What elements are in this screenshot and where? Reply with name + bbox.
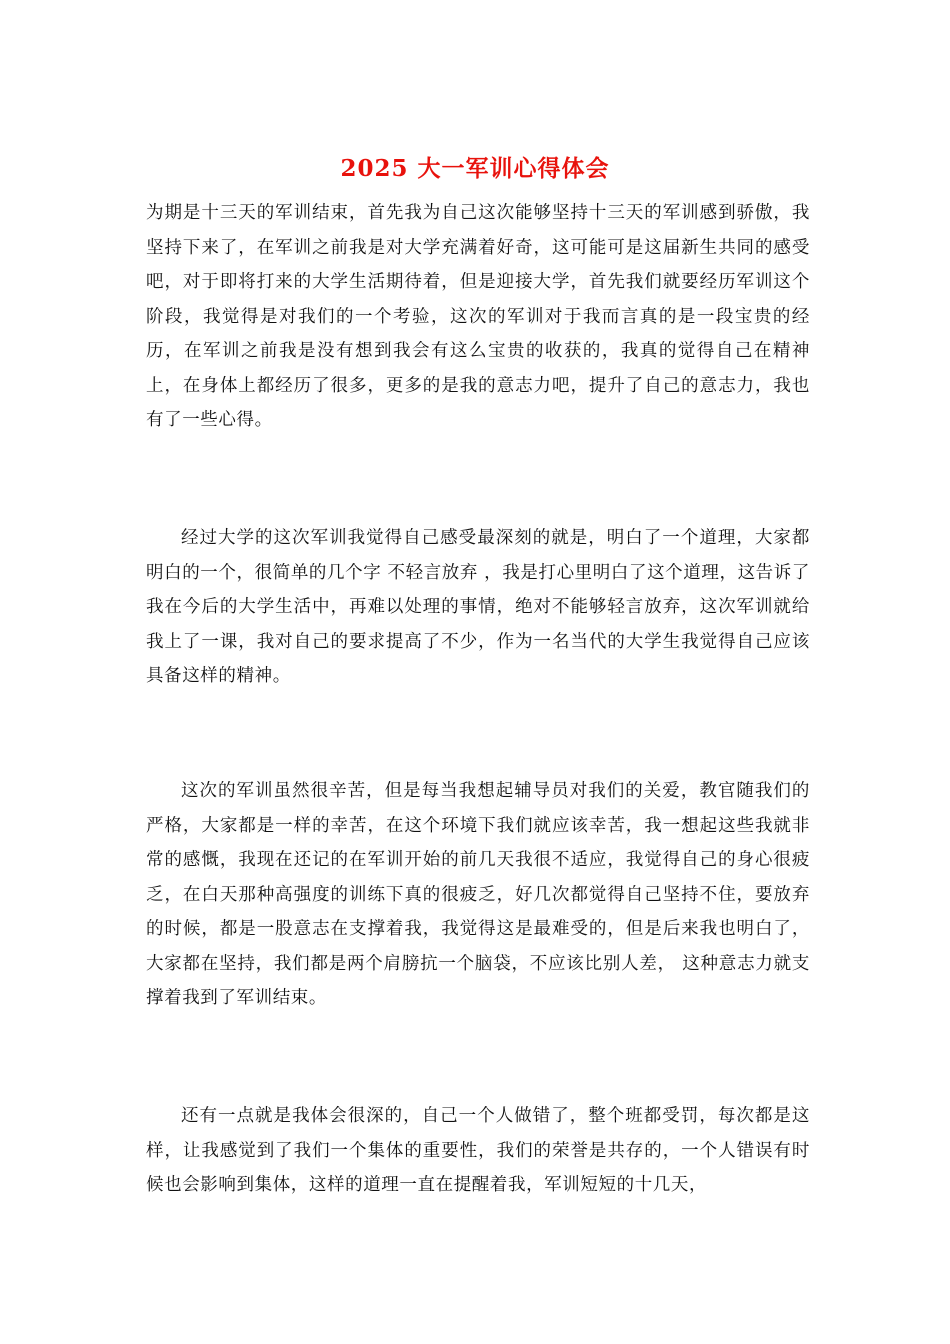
document-title: 2025 大一军训心得体会 [340,155,610,182]
paragraph-3: 这次的军训虽然很辛苦，但是每当我想起辅导员对我们的关爱，教官随我们的严格，大家都是一样的幸苦，在这个环境下我们就应该幸苦，我一想起这些我就非常的感慨，我现在还记的在军训开始的前几天我很不适应，我觉得自己的身心很疲乏，在白天那种高强度的训练下真的很疲乏，好几次都觉得自己坚持不住，要放弃的时候，都是一股意志在支撑着我，我觉得这是最难受的，但是后来我也明白了，大家都在坚持，我们都是两个肩膀抗一个脑袋，不应该比别人差， 这种意志力就支撑着我到了军训结束。 [146,781,810,1008]
paragraph-1: 为期是十三天的军训结束，首先我为自己这次能够坚持十三天的军训感到骄傲，我坚持下来了，在军训之前我是对大学充满着好奇，这可能可是这届新生共同的感受吧，对于即将打来的大学生活期待着，但是迎接大学，首先我们就要经历军训这个阶段，我觉得是对我们的一个考验，这次的军训对于我而言真的是一段宝贵的经历，在军训之前我是没有想到我会有这么宝贵的收获的，我真的觉得自己在精神上，在身体上都经历了很多，更多的是我的意志力吧，提升了自己的意志力，我也有了一些心得。 [146,203,810,430]
paragraph-2: 经过大学的这次军训我觉得自己感受最深刻的就是，明白了一个道理，大家都明白的一个，很简单的几个字 不轻言放弃 ，我是打心里明白了这个道理，这告诉了我在今后的大学生活中，再难以处理的事情，绝对不能够轻言放弃，这次军训就给我上了一课，我对自己的要求提高了不少，作为一名当代的大学生我觉得自己应该具备这样的精神。 [146,528,810,686]
paragraph-4: 还有一点就是我体会很深的，自己一个人做错了，整个班都受罚，每次都是这样，让我感觉到了我们一个集体的重要性，我们的荣誉是共存的，一个人错误有时候也会影响到集体，这样的道理一直在提醒着我，军训短短的十几天， [146,1106,810,1195]
